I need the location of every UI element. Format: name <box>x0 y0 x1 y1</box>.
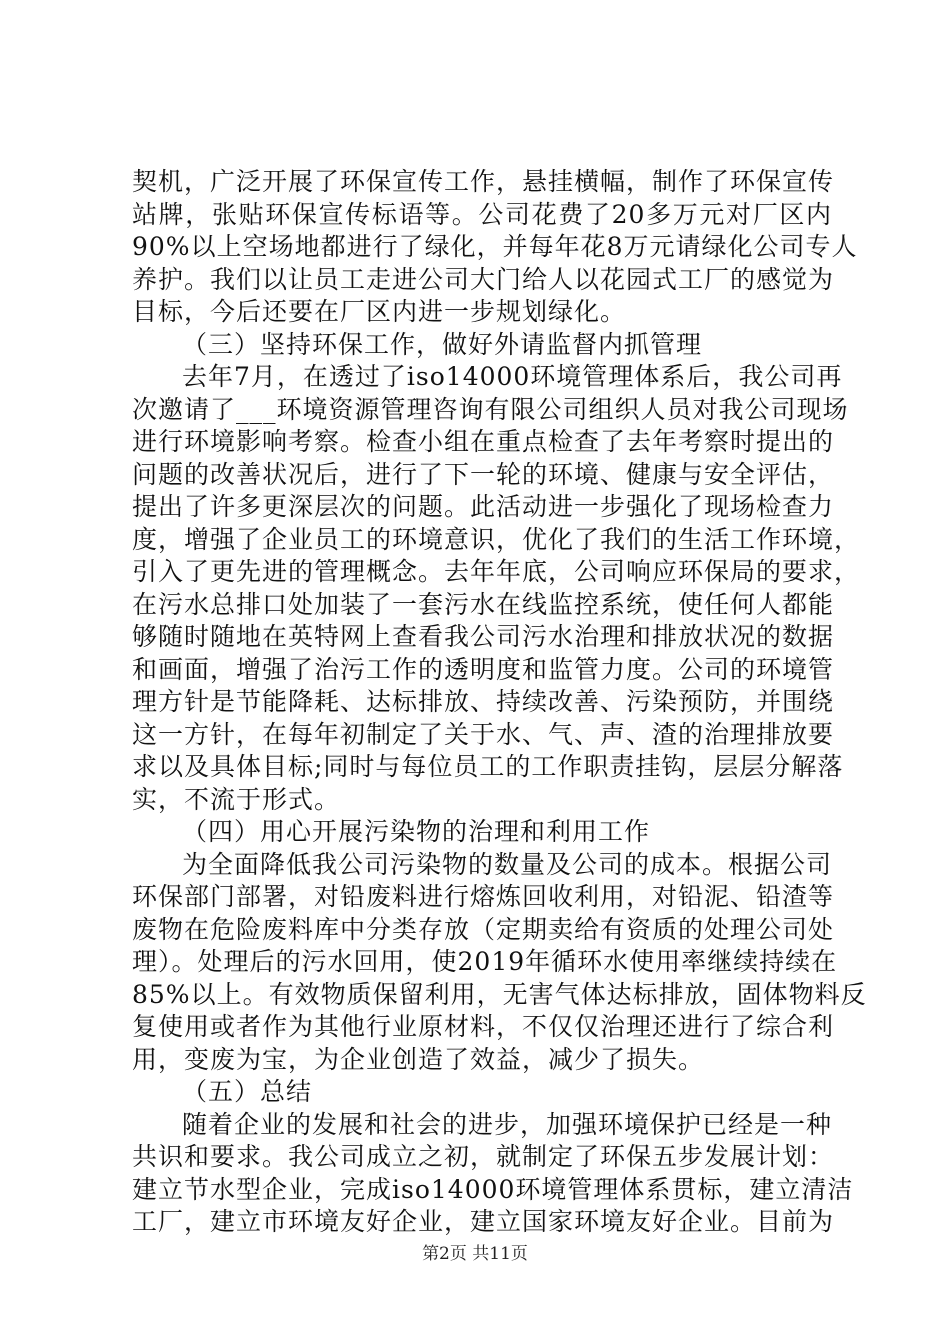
text-line: 工厂，建立市环境友好企业，建立国家环境友好企业。目前为 <box>132 1207 835 1236</box>
text-line: 度，增强了企业员工的环境意识，优化了我们的生活工作环境， <box>132 524 861 554</box>
text-line: 环保部门部署，对铅废料进行熔炼回收利用，对铅泥、铅渣等 <box>132 882 835 911</box>
text-line: 实，不流于形式。 <box>132 784 341 814</box>
text-line: 目标，今后还要在厂区内进一步规划绿化。 <box>132 297 627 326</box>
text-line: 理方针是节能降耗、达标排放、持续改善、污染预防，并围绕 <box>132 687 835 716</box>
text-line: 去年7月，在透过了iso14000环境管理体系后，我公司再 <box>182 362 843 391</box>
text-line: 90%以上空场地都进行了绿化，并每年花8万元请绿化公司专人 <box>132 232 858 261</box>
section-heading: （五）总结 <box>182 1077 313 1106</box>
text-line: 养护。我们以让员工走进公司大门给人以花园式工厂的感觉为 <box>132 264 835 294</box>
text-line: 求以及具体目标;同时与每位员工的工作职责挂钩，层层分解落 <box>132 752 844 781</box>
document-body <box>132 166 867 1239</box>
text-line: 在污水总排口处加装了一套污水在线监控系统，使任何人都能 <box>132 589 835 619</box>
text-line: 用，变废为宝，为企业创造了效益，减少了损失。 <box>132 1044 705 1074</box>
text-line: 随着企业的发展和社会的进步，加强环境保护已经是一种 <box>182 1109 833 1139</box>
text-line: 为全面降低我公司污染物的数量及公司的成本。根据公司 <box>182 849 833 879</box>
text-line: 次邀请了___环境资源管理咨询有限公司组织人员对我公司现场 <box>132 394 849 424</box>
section-heading: （三）坚持环保工作，做好外请监督内抓管理 <box>182 329 703 359</box>
text-line: 理）。处理后的污水回用，使2019年循环水使用率继续持续在 <box>132 947 838 976</box>
text-line: 和画面，增强了治污工作的透明度和监管力度。公司的环境管 <box>132 654 835 684</box>
section-heading: （四）用心开展污染物的治理和利用工作 <box>182 817 651 846</box>
text-line: 问题的改善状况后，进行了下一轮的环境、健康与安全评估， <box>132 459 835 489</box>
text-line: 进行环境影响考察。检查小组在重点检查了去年考察时提出的 <box>132 427 835 456</box>
page-number-footer: 第2页 共11页 <box>422 1244 528 1264</box>
text-line: 废物在危险废料库中分类存放（定期卖给有资质的处理公司处 <box>132 914 835 944</box>
text-line: 共识和要求。我公司成立之初，就制定了环保五步发展计划： <box>132 1142 835 1171</box>
text-line: 建立节水型企业，完成iso14000环境管理体系贯标，建立清洁 <box>132 1174 854 1204</box>
text-line: 复使用或者作为其他行业原材料，不仅仅治理还进行了综合利 <box>132 1012 835 1041</box>
text-line: 这一方针，在每年初制定了关于水、气、声、渣的治理排放要 <box>132 719 835 749</box>
text-line: 站牌，张贴环保宣传标语等。公司花费了20多万元对厂区内 <box>132 199 832 229</box>
text-line: 85%以上。有效物质保留利用，无害气体达标排放，固体物料反 <box>132 979 867 1009</box>
text-line: 够随时随地在英特网上查看我公司污水治理和排放状况的数据 <box>132 622 835 651</box>
text-line: 提出了许多更深层次的问题。此活动进一步强化了现场检查力 <box>132 492 835 521</box>
text-line: 引入了更先进的管理概念。去年年底，公司响应环保局的要求， <box>132 557 861 586</box>
text-line: 契机，广泛开展了环保宣传工作，悬挂横幅，制作了环保宣传 <box>132 167 835 196</box>
